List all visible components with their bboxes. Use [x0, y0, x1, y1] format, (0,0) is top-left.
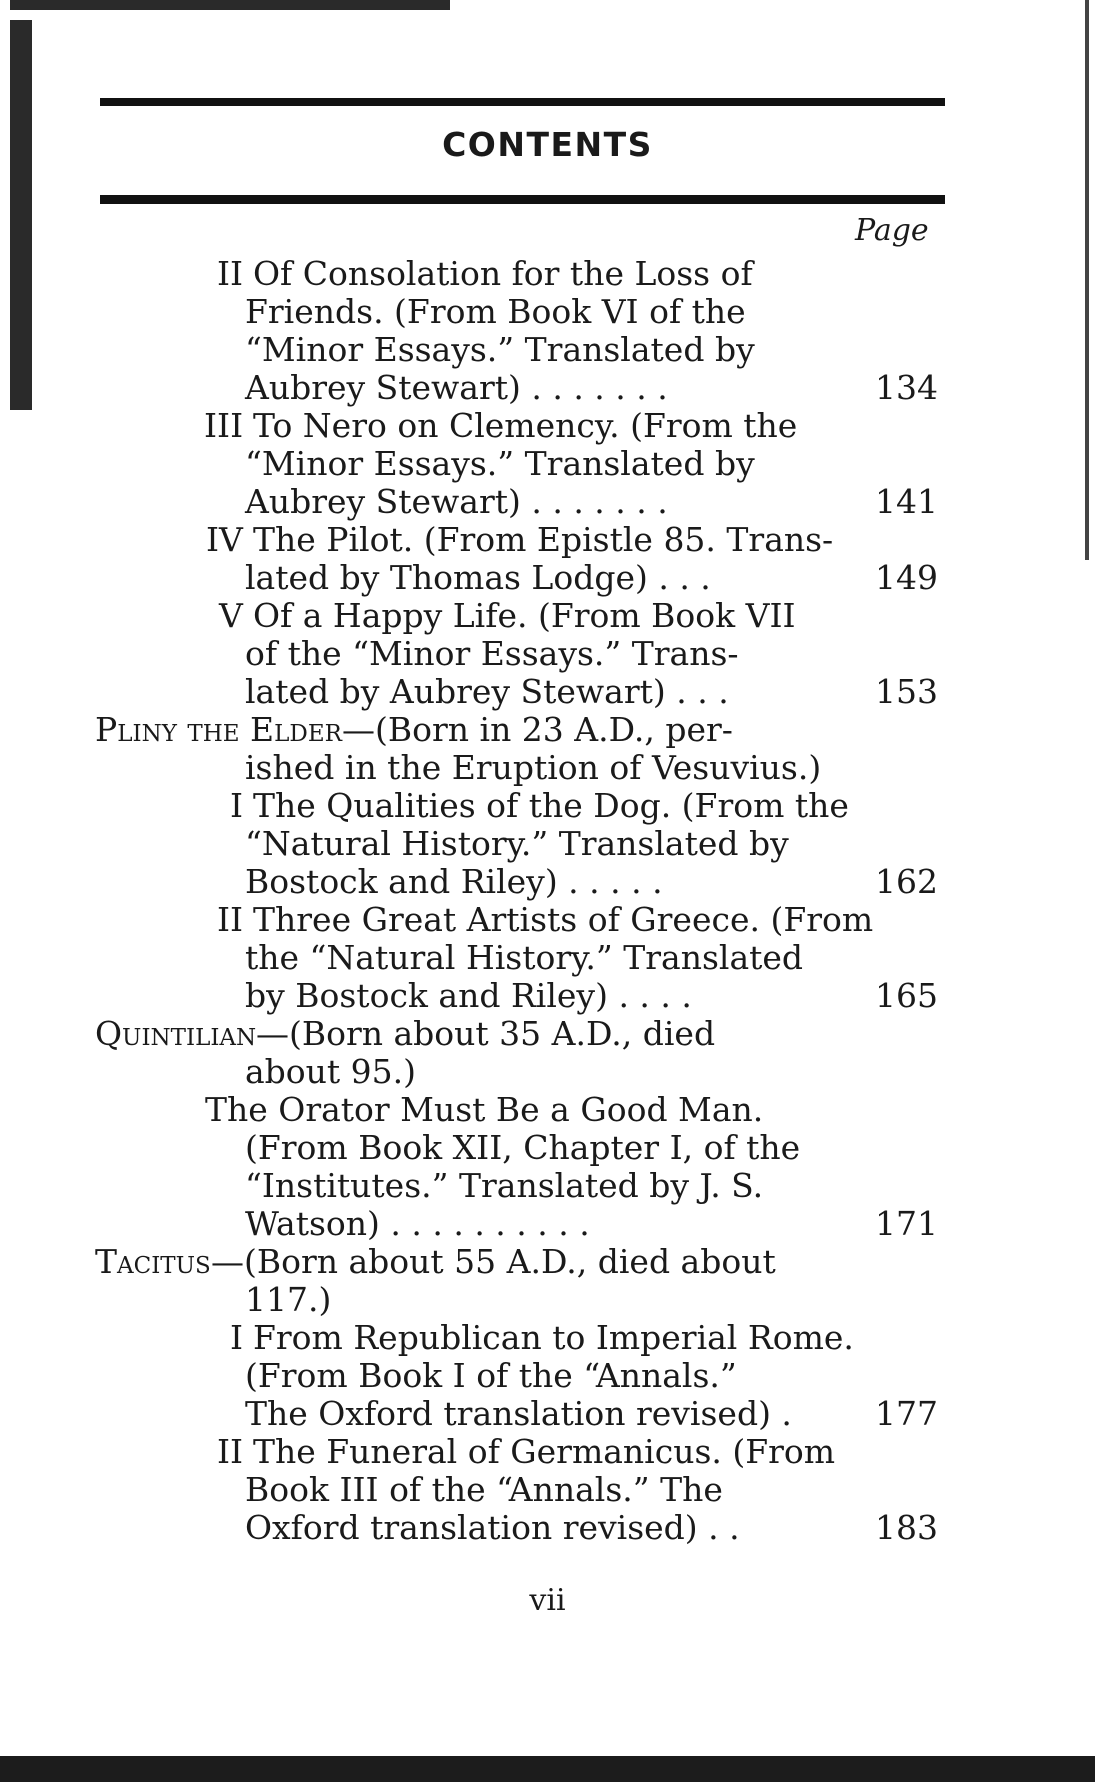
- author-heading: [0, 711, 1095, 787]
- entry-text: the “Natural History.” Translated: [245, 938, 804, 977]
- entry-line: [0, 1091, 1095, 1129]
- top-rule: [100, 98, 945, 106]
- entry-line: [0, 597, 1095, 635]
- entry-line: [0, 445, 1095, 483]
- entry-page-number: 183: [875, 1508, 938, 1547]
- entry-text: Of Consolation for the Loss of: [253, 254, 753, 293]
- entry-numeral: II: [217, 1432, 244, 1471]
- entry-text: Oxford translation revised) . .: [245, 1508, 740, 1547]
- toc-entry: [0, 901, 1095, 1015]
- entry-line: [0, 559, 1095, 597]
- entry-line: [0, 1319, 1095, 1357]
- entry-line: [0, 1205, 1095, 1243]
- toc-entry: [0, 597, 1095, 711]
- toc-entry: [0, 521, 1095, 597]
- entry-line: [0, 1129, 1095, 1167]
- entry-text: —(Born in 23 A.D., per-: [342, 710, 733, 749]
- entry-line: [0, 1433, 1095, 1471]
- entry-line: [0, 673, 1095, 711]
- entry-numeral: IV: [206, 520, 243, 559]
- entry-line: [0, 977, 1095, 1015]
- author-name: Quintilian: [95, 1014, 257, 1053]
- entry-line: [0, 1395, 1095, 1433]
- entry-numeral: I: [230, 1318, 244, 1357]
- entry-text: The Pilot. (From Epistle 85. Trans-: [253, 520, 834, 559]
- toc-entry: [0, 407, 1095, 521]
- entry-text: The Qualities of the Dog. (From the: [253, 786, 849, 825]
- entry-line: [0, 787, 1095, 825]
- entry-line: [0, 1015, 1095, 1053]
- entry-line: [0, 1053, 1095, 1091]
- entry-line: [0, 863, 1095, 901]
- entry-line: [0, 711, 1095, 749]
- entry-line: [0, 293, 1095, 331]
- bottom-rule: [100, 195, 945, 204]
- entry-page-number: 153: [875, 672, 938, 711]
- entry-line: [0, 1167, 1095, 1205]
- entry-text: Friends. (From Book VI of the: [245, 292, 746, 331]
- entry-text: of the “Minor Essays.” Trans-: [245, 634, 739, 673]
- entry-text: Three Great Artists of Greece. (From: [253, 900, 874, 939]
- entry-line: [0, 901, 1095, 939]
- entry-text: “Minor Essays.” Translated by: [245, 444, 755, 483]
- entry-text: —(Born about 55 A.D., died about: [211, 1242, 776, 1281]
- entry-line: [0, 483, 1095, 521]
- entry-page-number: 171: [875, 1204, 938, 1243]
- entry-text: Of a Happy Life. (From Book VII: [253, 596, 796, 635]
- entry-line: [0, 407, 1095, 445]
- toc-entry: [0, 1091, 1095, 1243]
- entry-text: Aubrey Stewart) . . . . . . .: [245, 482, 668, 521]
- entry-line: [0, 635, 1095, 673]
- entry-line: [0, 1281, 1095, 1319]
- entry-text: Bostock and Riley) . . . . .: [245, 862, 663, 901]
- entry-text: (From Book I of the “Annals.”: [245, 1356, 737, 1395]
- entry-line: [0, 1471, 1095, 1509]
- author-name: Pliny the Elder: [95, 710, 342, 749]
- entry-line: [0, 1357, 1095, 1395]
- toc-entry: [0, 1433, 1095, 1547]
- entry-line: [0, 825, 1095, 863]
- entry-numeral: II: [217, 254, 244, 293]
- entry-text: Watson) . . . . . . . . . .: [245, 1204, 590, 1243]
- entry-text: about 95.): [245, 1052, 417, 1091]
- toc-entry: [0, 787, 1095, 901]
- entry-text: Aubrey Stewart) . . . . . . .: [245, 368, 668, 407]
- entry-line: [0, 1243, 1095, 1281]
- toc-entry: [0, 255, 1095, 407]
- entry-text: lated by Aubrey Stewart) . . .: [245, 672, 729, 711]
- entry-text: “Natural History.” Translated by: [245, 824, 789, 863]
- contents-heading: CONTENTS: [442, 125, 653, 164]
- entry-numeral: V: [219, 596, 243, 635]
- entry-numeral: II: [217, 900, 244, 939]
- entry-text: “Minor Essays.” Translated by: [245, 330, 755, 369]
- entry-text: Book III of the “Annals.” The: [245, 1470, 723, 1509]
- page-column-label: Page: [855, 213, 929, 248]
- entry-text: To Nero on Clemency. (From the: [253, 406, 798, 445]
- author-heading: [0, 1243, 1095, 1319]
- entry-text: ished in the Eruption of Vesuvius.): [245, 748, 822, 787]
- entry-text: The Oxford translation revised) .: [245, 1394, 792, 1433]
- entry-page-number: 141: [875, 482, 938, 521]
- scan-edge-top: [10, 0, 450, 10]
- entry-page-number: 165: [875, 976, 938, 1015]
- entry-text: From Republican to Imperial Rome.: [253, 1318, 854, 1357]
- entry-numeral: I: [230, 786, 244, 825]
- entry-text: by Bostock and Riley) . . . .: [245, 976, 692, 1015]
- entry-line: [0, 1509, 1095, 1547]
- page-number: vii: [529, 1583, 566, 1618]
- entry-page-number: 162: [875, 862, 938, 901]
- entry-text: —(Born about 35 A.D., died: [256, 1014, 716, 1053]
- contents-list: [0, 255, 1095, 1547]
- scan-edge-bottom: [0, 1756, 1095, 1782]
- entry-text: lated by Thomas Lodge) . . .: [245, 558, 711, 597]
- entry-text: “Institutes.” Translated by J. S.: [245, 1166, 764, 1205]
- entry-text: The Orator Must Be a Good Man.: [205, 1090, 764, 1129]
- entry-line: [0, 521, 1095, 559]
- entry-text: 117.): [245, 1280, 332, 1319]
- entry-text: (From Book XII, Chapter I, of the: [245, 1128, 801, 1167]
- entry-line: [0, 331, 1095, 369]
- author-name: Tacitus: [95, 1242, 211, 1281]
- entry-text: The Funeral of Germanicus. (From: [253, 1432, 836, 1471]
- entry-page-number: 149: [875, 558, 938, 597]
- toc-entry: [0, 1319, 1095, 1433]
- entry-line: [0, 749, 1095, 787]
- entry-page-number: 134: [875, 368, 938, 407]
- entry-line: [0, 369, 1095, 407]
- entry-page-number: 177: [875, 1394, 938, 1433]
- author-heading: [0, 1015, 1095, 1091]
- entry-line: [0, 255, 1095, 293]
- entry-line: [0, 939, 1095, 977]
- entry-numeral: III: [204, 406, 244, 445]
